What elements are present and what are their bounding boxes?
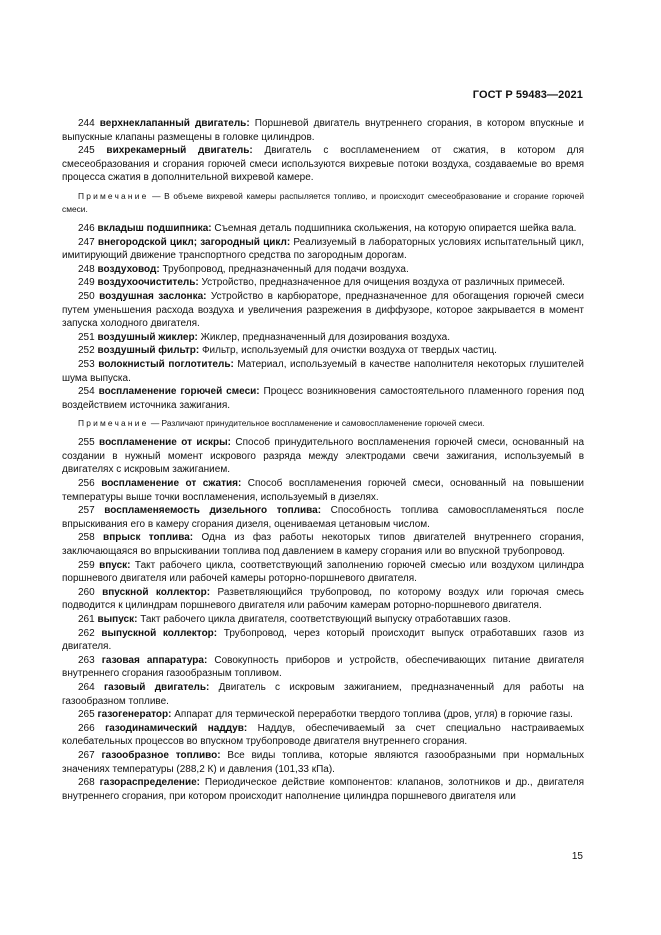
term-name: газовый двигатель: <box>103 681 210 693</box>
term-name: впускной коллектор: <box>102 586 211 598</box>
page-number: 15 <box>571 851 583 862</box>
term-name: выпуск: <box>97 614 138 625</box>
entry-number: 255 <box>78 437 95 449</box>
term-entry <box>62 776 584 803</box>
term-entry <box>62 749 584 776</box>
entry-number: 267 <box>78 749 95 761</box>
entry-number: 251 <box>78 331 95 343</box>
term-entry <box>62 117 584 144</box>
term-definition: Фильтр, используемый для очистки воздуха от твердых частиц. <box>201 345 497 357</box>
term-name: газораспределение: <box>99 777 200 789</box>
note-label: Примечание <box>78 418 149 429</box>
term-definition: Трубопровод, через который происходит выпуск отработавших газов из двигателя. <box>62 627 585 653</box>
entry-number: 258 <box>78 532 95 544</box>
term-definition: Способ принудительного воспламенения горючей смеси, основанный на создании в нужный момент искрового разряда между электродами свечи зажигания, используемый в двигателях с искровым зажиганием. <box>62 437 585 476</box>
term-entry <box>62 681 584 708</box>
term-name: воздушный жиклер: <box>97 331 198 343</box>
term-definition: Поршневой двигатель внутреннего сгорания, в котором впускные и выпускные клапаны размещены в головке цилиндров. <box>62 118 584 143</box>
term-name: воздушный фильтр: <box>97 345 200 357</box>
term-name: волокнистый поглотитель: <box>98 358 234 370</box>
term-definition: Съемная деталь подшипника скольжения, на которую опирается шейка вала. <box>214 222 577 234</box>
term-name: впрыск топлива: <box>103 532 194 544</box>
term-entry <box>62 613 584 627</box>
term-entry <box>62 586 584 613</box>
term-definition: Разветвляющийся трубопровод, по которому воздух или горючая смесь подводится к цилиндрам поршневого двигателя или рабочим камерам роторно-поршневого двигателя. <box>62 586 585 612</box>
note <box>62 417 584 430</box>
term-entry <box>62 331 584 345</box>
term-name: вихрекамерный двигатель: <box>106 145 253 157</box>
term-definition: Такт рабочего цикла двигателя, соответствующий выпуску отработавших газов. <box>140 614 511 625</box>
entry-number: 250 <box>78 290 95 302</box>
term-definition: Устройство в карбюраторе, предназначенное для обогащения горючей смеси путем уменьшения расхода воздуха и увеличения разрежения в диффузоре, которое закрывается в момент запуска холодного двигателя. <box>62 290 584 330</box>
term-name: вкладыш подшипника: <box>97 222 212 234</box>
term-definition: Периодическое действие компонентов: клапанов, золотников и др., двигателя внутреннего сгорания, при котором происходит наполнение цилиндра поршневого двигателя или <box>62 777 585 802</box>
term-name: воспламенение от искры: <box>99 437 232 449</box>
note-label: Примечание <box>78 190 149 201</box>
entry-number: 246 <box>78 222 95 234</box>
term-entry <box>62 504 584 531</box>
entry-number: 256 <box>78 478 95 490</box>
term-definition: Способ воспламенения горючей смеси, основанный на повышении температуры выше точки воспламенения, используемый в дизелях. <box>62 478 585 503</box>
term-entry <box>62 144 584 185</box>
entry-number: 257 <box>78 505 95 517</box>
term-name: воспламенение от сжатия: <box>101 478 242 490</box>
entry-number: 265 <box>78 709 95 721</box>
term-definition: Устройство, предназначенное для очищения воздуха от различных примесей. <box>201 277 565 289</box>
term-name: газообразное топливо: <box>101 749 221 761</box>
term-entry <box>62 559 584 586</box>
term-definition: Совокупность приборов и устройств, обеспечивающих питание двигателя внутреннего сгорания газообразным топливом. <box>62 654 585 680</box>
page-content <box>62 117 584 803</box>
term-name: воспламенение горючей смеси: <box>98 386 260 398</box>
term-definition: Реализуемый в лабораторных условиях испытательный цикл, имитирующий движение транспортного средства по загородным дорогам. <box>62 236 584 262</box>
entry-number: 253 <box>78 358 95 370</box>
term-name: газовая аппаратура: <box>101 654 208 666</box>
entry-number: 268 <box>78 777 95 789</box>
term-definition: Одна из фаз работы некоторых типов двигателей внутреннего сгорания, заключающаяся во впрыскивании топлива под давлением в камеру сгорания или во впускной трубопровод. <box>62 532 585 558</box>
entry-number: 249 <box>78 277 95 289</box>
term-entry <box>62 436 584 477</box>
term-entry <box>62 222 584 236</box>
term-entry <box>62 531 584 558</box>
entry-number: 260 <box>78 586 95 598</box>
term-name: впуск: <box>99 559 131 571</box>
term-name: газодинамический наддув: <box>105 722 248 734</box>
term-definition: Двигатель с искровым зажиганием, предназначенный для работы на газообразном топливе. <box>62 681 584 707</box>
term-definition: Способность топлива самовоспламеняться после впрыскивания его в камеру сгорания дизеля, оцениваемая цетановым числом. <box>62 505 584 530</box>
term-definition: Процесс возникновения самостоятельного пламенного горения под воздействием источника зажигания. <box>62 386 585 411</box>
entry-number: 245 <box>78 145 95 157</box>
entry-number: 262 <box>78 627 95 639</box>
term-name: воспламеняемость дизельного топлива: <box>104 505 322 517</box>
term-entry <box>62 263 584 277</box>
term-entry <box>62 290 584 331</box>
term-definition: Все виды топлива, которые являются газообразными при нормальных значениях температуры (288,2 К) и давления (101,33 кПа). <box>62 749 585 775</box>
term-name: воздухоочиститель: <box>97 277 199 289</box>
term-name: воздушная заслонка: <box>99 290 207 302</box>
term-definition: Аппарат для термической переработки твердого топлива (дров, угля) в горючие газы. <box>174 709 573 721</box>
term-entry <box>62 276 584 290</box>
term-name: верхнеклапанный двигатель: <box>99 118 250 129</box>
term-entry <box>62 358 584 385</box>
term-definition: Такт рабочего цикла, соответствующий заполнению горючей смесью или воздухом цилиндра поршневого двигателя или рабочей камеры роторно-поршневого двигателя. <box>62 559 584 585</box>
term-entry <box>62 722 584 749</box>
note-text: — Различают принудительное воспламенение и самовоспламенение горючей смеси. <box>150 418 485 429</box>
term-entry <box>62 627 584 654</box>
entry-number: 244 <box>78 118 95 129</box>
term-entry <box>62 385 584 412</box>
term-definition: Материал, используемый в качестве наполнителя некоторых глушителей шума выпуска. <box>62 358 584 384</box>
term-name: выпускной коллектор: <box>101 627 218 639</box>
entry-number: 248 <box>78 263 95 275</box>
term-entry <box>62 344 584 358</box>
document-header: ГОСТ Р 59483—2021 <box>472 89 583 101</box>
term-name: газогенератор: <box>97 709 172 721</box>
entry-number: 264 <box>78 681 95 693</box>
entry-number: 254 <box>78 386 95 398</box>
term-entry <box>62 236 584 263</box>
term-entry <box>62 654 584 681</box>
term-entry <box>62 708 584 722</box>
term-definition: Трубопровод, предназначенный для подачи воздуха. <box>162 263 409 275</box>
term-entry <box>62 477 584 504</box>
term-name: воздуховод: <box>97 263 160 275</box>
entry-number: 259 <box>78 559 95 571</box>
entry-number: 263 <box>78 654 95 666</box>
note <box>62 190 584 216</box>
term-definition: Двигатель с воспламенением от сжатия, в котором для смесеобразования и сгорания горючей смеси используются вихревые потоки воздуха, создаваемые во время процесса сжатия в дополнительной вихревой камере. <box>62 145 585 184</box>
term-name: внегородской цикл; загородный цикл: <box>97 236 291 248</box>
entry-number: 247 <box>78 236 95 248</box>
note-text: — В объеме вихревой камеры распыляется топливо, и происходит смесеобразование и сгорание горючей смеси. <box>62 190 585 214</box>
entry-number: 266 <box>78 722 95 734</box>
entry-number: 252 <box>78 345 95 357</box>
entry-number: 261 <box>78 614 95 625</box>
term-definition: Наддув, обеспечиваемый за счет специально настраиваемых колебательных процессов во впускном трубопроводе двигателя внутреннего сгорания. <box>62 722 584 748</box>
term-definition: Жиклер, предназначенный для дозирования воздуха. <box>200 331 451 343</box>
